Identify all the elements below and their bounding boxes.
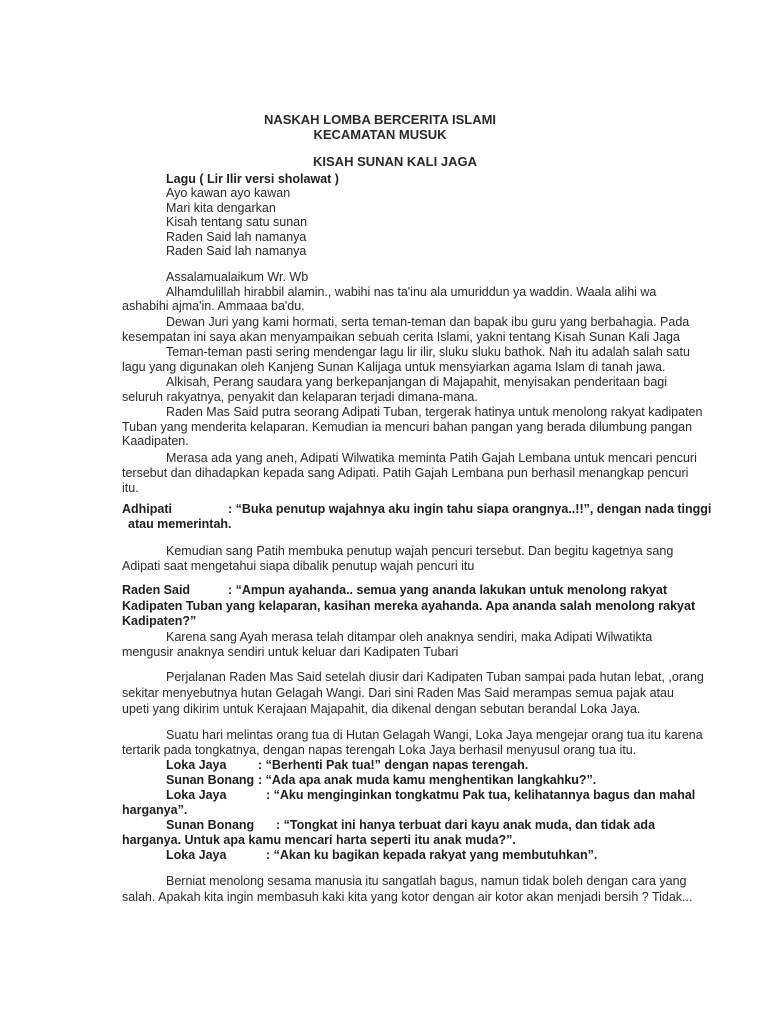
dialogue-text: : “Berhenti Pak tua!” dengan napas terengah. [258, 758, 529, 772]
dialogue-sunan-bonang [166, 818, 656, 832]
paragraph-line: Suatu hari melintas orang tua di Hutan Gelagah Wangi, Loka Jaya mengejar orang tua itu karena [166, 728, 703, 742]
dialogue-text: : “Tongkat ini hanya terbuat dari kayu anak muda, dan tidak ada [276, 818, 656, 832]
dialogue-text: Kadipaten?” [122, 614, 197, 628]
dialogue-text: harganya. Untuk apa kamu mencari harta seperti itu anak muda?”. [122, 833, 516, 847]
greeting: Assalamualaikum Wr. Wb [166, 270, 309, 284]
dialogue-text: : “Akan ku bagikan kepada rakyat yang membutuhkan”. [266, 848, 598, 862]
paragraph-line: Dewan Juri yang kami hormati, serta teman-teman dan bapak ibu guru yang berbahagia. Pada [166, 315, 690, 329]
paragraph-line: mengusir anaknya sendiri untuk keluar dari Kadipaten Tubari [122, 645, 459, 659]
song-line: Ayo kawan ayo kawan [166, 186, 291, 200]
song-heading: Lagu ( Lir Ilir versi sholawat ) [166, 172, 339, 186]
paragraph-line: seluruh rakyatnya, penyakit dan kelaparan terjadi dimana-mana. [122, 390, 478, 404]
paragraph-line: ashabihi ajma'in. Ammaaa ba'du. [122, 299, 305, 313]
dialogue-loka-jaya [166, 848, 646, 862]
paragraph-line: itu. [122, 481, 139, 495]
paragraph-line: Alhamdulillah hirabbil alamin., wabihi nas ta'inu ala umuriddun ya waddin. Waala alihi wa [166, 285, 657, 299]
speaker-name: Sunan Bonang [166, 773, 255, 787]
paragraph-line: lagu yang digunakan oleh Kanjeng Sunan Kalijaga untuk mensyiarkan agama Islam di tanah jawa. [122, 360, 666, 374]
song-line: Mari kita dengarkan [166, 201, 276, 215]
speaker-name: Adhipati [122, 502, 172, 516]
story-title: KISAH SUNAN KALI JAGA [313, 154, 477, 169]
dialogue-text: : “Ampun ayahanda.. semua yang ananda lakukan untuk menolong rakyat [228, 583, 667, 597]
dialogue-text: atau memerintah. [128, 517, 232, 531]
paragraph-line: tersebut dan dihadapkan kepada sang Adipati. Patih Gajah Lembana pun berhasil menangkap pencuri [122, 466, 689, 480]
dialogue-text: harganya”. [122, 803, 188, 817]
paragraph-line: Raden Mas Said putra seorang Adipati Tuban, tergerak hatinya untuk menolong rakyat kadipaten [166, 405, 703, 419]
paragraph-line: kesempatan ini saya akan menyampaikan sebuah cerita Islami, yakni tentang Kisah Sunan Kali Jaga [122, 330, 680, 344]
dialogue-raden-said [122, 583, 667, 597]
paragraph-line: Adipati saat mengetahui siapa dibalik penutup wajah pencuri itu [122, 559, 475, 573]
paragraph-line: Kemudian sang Patih membuka penutup wajah pencuri tersebut. Dan begitu kagetnya sang [166, 544, 674, 558]
paragraph-line: Alkisah, Perang saudara yang berkepanjangan di Majapahit, menyisakan penderitaan bagi [166, 375, 668, 389]
dialogue-text: : “Buka penutup wajahnya aku ingin tahu siapa orangnya..!!”, dengan nada tinggi [228, 502, 712, 516]
speaker-name: Sunan Bonang [166, 818, 255, 832]
paragraph-line: Merasa ada yang aneh, Adipati Wilwatika meminta Patih Gajah Lembana untuk mencari pencuri [166, 451, 697, 465]
dialogue-loka-jaya [166, 758, 646, 772]
song-line: Kisah tentang satu sunan [166, 215, 308, 229]
paragraph-line: salah. Apakah kita ingin membasuh kaki kita yang kotor dengan air kotor akan menjadi bersih ? Tidak... [122, 890, 693, 904]
paragraph-line: Berniat menolong sesama manusia itu sangatlah bagus, namun tidak boleh dengan cara yang [166, 874, 687, 888]
speaker-name: Loka Jaya [166, 758, 227, 772]
paragraph-line: Karena sang Ayah merasa telah ditampar oleh anaknya sendiri, maka Adipati Wilwatikta [166, 630, 653, 644]
paragraph-line: upeti yang dikirim untuk Kerajaan Majapahit, dia dikenal dengan sebutan berandal Loka Jaya. [122, 702, 641, 716]
paragraph-line: Tuban yang menderita kelaparan. Kemudian ia mencuri bahan pangan yang berada dilumbung pangan [122, 420, 693, 434]
paragraph-line: Kaadipaten. [122, 434, 189, 448]
speaker-name: Raden Said [122, 583, 191, 597]
song-line: Raden Said lah namanya [166, 244, 307, 258]
dialogue-loka-jaya [166, 788, 696, 802]
dialogue-sunan-bonang [166, 773, 646, 787]
speaker-name: Loka Jaya [166, 788, 227, 802]
song-line: Raden Said lah namanya [166, 230, 307, 244]
paragraph-line: Perjalanan Raden Mas Said setelah diusir dari Kadipaten Tuban sampai pada hutan lebat, ,orang [166, 670, 704, 684]
dialogue-adhipati [122, 502, 712, 516]
dialogue-text: Kadipaten Tuban yang kelaparan, kasihan mereka ayahanda. Apa ananda salah menolong rakyat [122, 599, 696, 613]
speaker-name: Loka Jaya [166, 848, 227, 862]
document-title: NASKAH LOMBA BERCERITA ISLAMI [263, 112, 497, 127]
dialogue-text: : “Ada apa anak muda kamu menghentikan langkahku?”. [258, 773, 597, 787]
paragraph-line: Teman-teman pasti sering mendengar lagu lir ilir, sluku sluku bathok. Nah itu adalah salah satu [166, 345, 690, 359]
document-subtitle-location: KECAMATAN MUSUK [313, 127, 447, 142]
paragraph-line: tertarik pada tongkatnya, dengan napas terengah Loka Jaya berhasil menyusul orang tua itu. [122, 743, 637, 757]
paragraph-line: sekitar menyebutnya hutan Gelagah Wangi. Dari sini Raden Mas Said merampas semua pajak atau [122, 686, 674, 700]
dialogue-text: : “Aku menginginkan tongkatmu Pak tua, kelihatannya bagus dan mahal [266, 788, 696, 802]
